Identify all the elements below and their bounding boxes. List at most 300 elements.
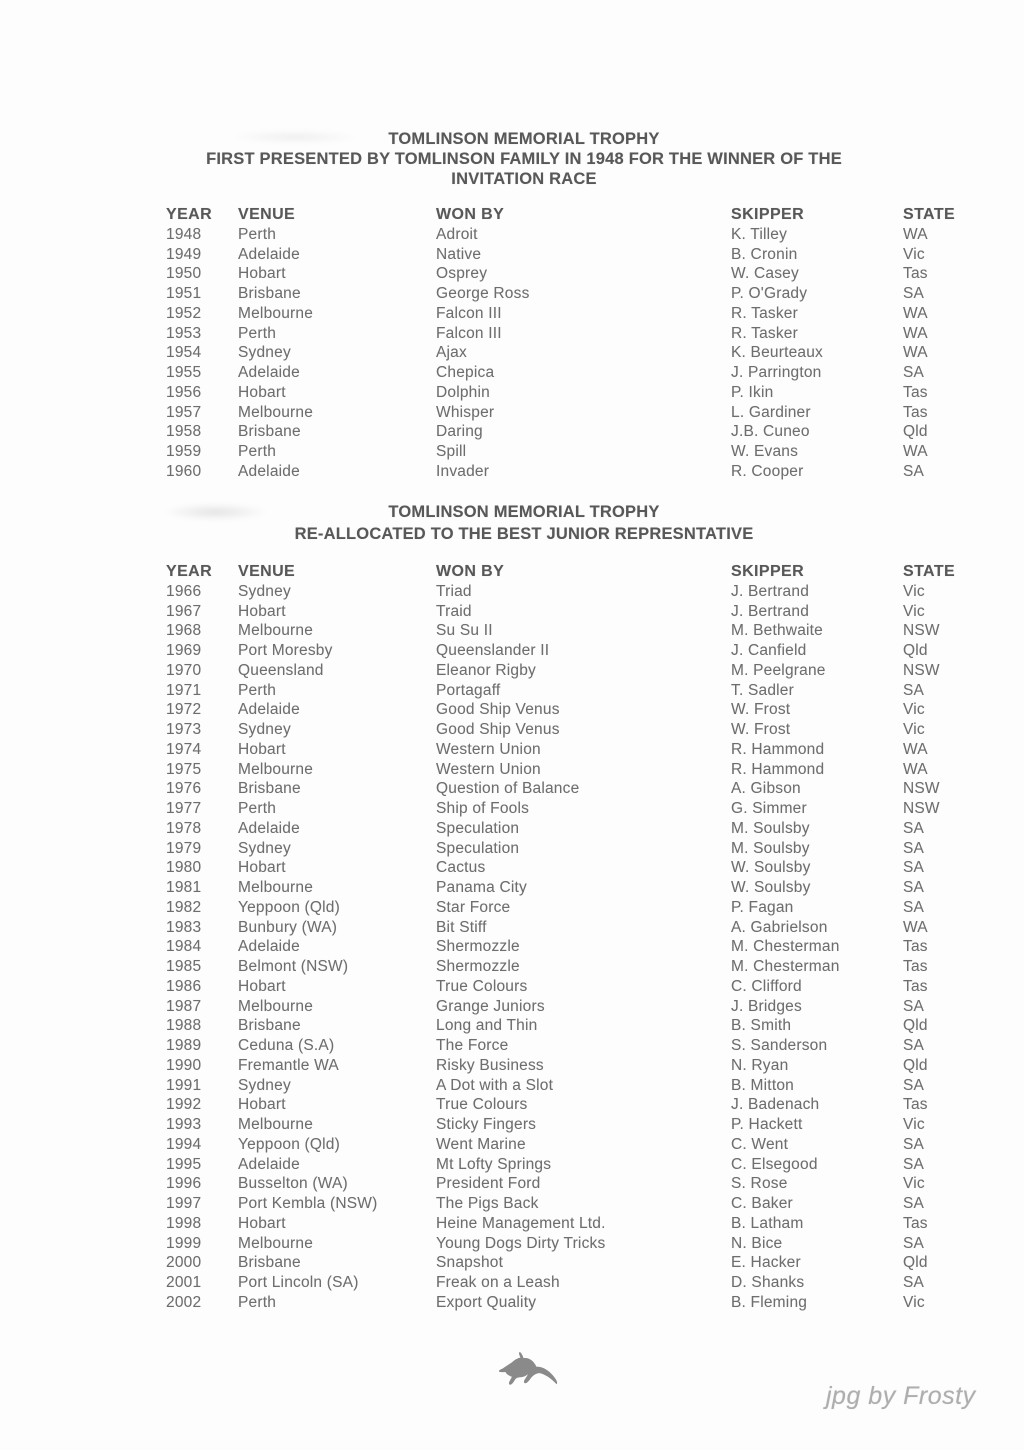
cell-skipper: B. Cronin xyxy=(731,245,798,263)
cell-venue: Ceduna (S.A) xyxy=(238,1037,335,1054)
table-row xyxy=(166,1253,975,1273)
cell-skipper: C. Baker xyxy=(731,1195,793,1212)
cell-state: WA xyxy=(903,324,928,342)
cell-year: 1994 xyxy=(166,1135,202,1153)
table-row xyxy=(166,264,975,284)
cell-venue: Perth xyxy=(238,1293,277,1311)
section2-title-line1: TOMLINSON MEMORIAL TROPHY xyxy=(388,503,660,521)
cell-year: 1976 xyxy=(166,780,202,798)
cell-skipper: R. Tasker xyxy=(731,324,798,342)
table-row xyxy=(166,462,975,482)
cell-skipper: B. Fleming xyxy=(731,1293,808,1311)
cell-year: 2000 xyxy=(166,1254,202,1272)
cell-won-by: True Colours xyxy=(436,977,528,995)
cell-year: 1948 xyxy=(166,225,202,243)
cell-state: NSW xyxy=(903,780,940,798)
cell-won-by: A Dot with a Slot xyxy=(436,1076,554,1094)
cell-state: SA xyxy=(903,898,925,916)
cell-skipper: L. Gardiner xyxy=(731,403,811,421)
cell-skipper: J. Bertrand xyxy=(731,582,810,600)
cell-year: 1993 xyxy=(166,1116,202,1133)
cell-year: 1967 xyxy=(166,602,202,620)
cell-won-by: Adroit xyxy=(436,225,478,243)
cell-won-by: Sticky Fingers xyxy=(436,1116,537,1133)
cell-won-by: Queenslander II xyxy=(436,642,550,659)
cell-state: NSW xyxy=(903,661,940,679)
cell-state: WA xyxy=(903,918,928,936)
table-row xyxy=(166,918,975,938)
cell-skipper: C. Went xyxy=(731,1135,789,1153)
cell-skipper: K. Tilley xyxy=(731,225,788,243)
cell-venue: Hobart xyxy=(238,1214,286,1232)
cell-won-by: Chepica xyxy=(436,364,495,381)
cell-state: SA xyxy=(903,1234,925,1252)
table-row xyxy=(166,977,975,997)
cell-year: 1975 xyxy=(166,760,202,778)
cell-venue: Sydney xyxy=(238,839,291,857)
cell-skipper: P. Fagan xyxy=(731,898,794,916)
cell-year: 1980 xyxy=(166,859,202,877)
cell-venue: Hobart xyxy=(238,740,286,758)
cell-state: Qld xyxy=(903,642,928,659)
cell-skipper: J.B. Cuneo xyxy=(731,423,810,441)
cell-state: WA xyxy=(903,443,928,460)
table-row xyxy=(166,1016,975,1036)
cell-year: 1958 xyxy=(166,423,202,441)
cell-won-by: President Ford xyxy=(436,1175,541,1193)
cell-year: 1966 xyxy=(166,582,202,600)
cell-venue: Brisbane xyxy=(238,1017,301,1035)
cell-venue: Hobart xyxy=(238,265,286,283)
cell-year: 1955 xyxy=(166,364,202,381)
cell-skipper: P. Hackett xyxy=(731,1116,803,1133)
cell-skipper: M. Soulsby xyxy=(731,819,810,837)
cell-year: 1951 xyxy=(166,285,202,302)
table-row xyxy=(166,1194,975,1214)
cell-won-by: Dolphin xyxy=(436,383,490,401)
table-row xyxy=(166,422,975,442)
table-row xyxy=(166,1095,975,1115)
cell-won-by: Went Marine xyxy=(436,1135,526,1153)
cell-venue: Fremantle WA xyxy=(238,1056,339,1074)
cell-year: 1987 xyxy=(166,997,202,1015)
cell-venue: Perth xyxy=(238,225,277,243)
table-row xyxy=(166,383,975,403)
column-header-venue: VENUE xyxy=(238,563,296,580)
cell-state: WA xyxy=(903,740,928,758)
section1-title-line1: TOMLINSON MEMORIAL TROPHY xyxy=(388,130,660,148)
cell-year: 1999 xyxy=(166,1234,202,1252)
section1-heading xyxy=(12,129,1024,189)
cell-skipper: T. Sadler xyxy=(731,681,794,699)
cell-skipper: J. Parrington xyxy=(731,364,822,381)
cell-state: Vic xyxy=(903,721,925,738)
column-header-skipper: SKIPPER xyxy=(731,563,805,580)
cell-venue: Melbourne xyxy=(238,403,314,421)
cell-venue: Perth xyxy=(238,800,277,817)
cell-skipper: K. Beurteaux xyxy=(731,344,824,362)
cell-state: SA xyxy=(903,681,925,699)
table-row xyxy=(166,997,975,1017)
cell-venue: Adelaide xyxy=(238,245,300,263)
cell-year: 1981 xyxy=(166,879,202,896)
cell-state: SA xyxy=(903,462,925,480)
cell-state: Tas xyxy=(903,958,928,975)
cell-venue: Melbourne xyxy=(238,622,314,640)
cell-state: SA xyxy=(903,1076,925,1094)
cell-state: SA xyxy=(903,364,925,381)
cell-skipper: M. Chesterman xyxy=(731,938,840,956)
cell-state: SA xyxy=(903,1037,925,1054)
cell-state: Vic xyxy=(903,701,925,719)
cell-skipper: B. Mitton xyxy=(731,1076,794,1094)
cell-state: WA xyxy=(903,225,928,243)
cell-year: 1973 xyxy=(166,721,202,738)
cell-state: SA xyxy=(903,1195,925,1212)
table-row xyxy=(166,937,975,957)
cell-state: Vic xyxy=(903,245,925,263)
cell-state: NSW xyxy=(903,800,940,817)
trophy-table-1948-1960 xyxy=(166,205,975,482)
cell-venue: Brisbane xyxy=(238,1254,301,1272)
cell-year: 1954 xyxy=(166,344,202,362)
cell-state: Vic xyxy=(903,1175,925,1193)
cell-venue: Adelaide xyxy=(238,938,300,956)
cell-won-by: Traid xyxy=(436,602,472,620)
cell-venue: Queensland xyxy=(238,661,324,679)
cell-skipper: W. Soulsby xyxy=(731,879,811,896)
cell-year: 1989 xyxy=(166,1037,202,1054)
table-header-row xyxy=(166,562,975,582)
section2-title-line2: RE-ALLOCATED TO THE BEST JUNIOR REPRESNTATIVE xyxy=(294,525,754,543)
cell-year: 1983 xyxy=(166,918,202,936)
cell-year: 1968 xyxy=(166,622,202,640)
cell-year: 1984 xyxy=(166,938,202,956)
table-row xyxy=(166,1115,975,1135)
cell-year: 1974 xyxy=(166,740,202,758)
cell-won-by: Western Union xyxy=(436,740,541,758)
cell-skipper: R. Hammond xyxy=(731,740,825,758)
cell-won-by: Good Ship Venus xyxy=(436,721,560,738)
table-row xyxy=(166,740,975,760)
cell-venue: Sydney xyxy=(238,582,291,600)
cell-skipper: M. Soulsby xyxy=(731,839,810,857)
cell-year: 1982 xyxy=(166,898,202,916)
cell-year: 1949 xyxy=(166,245,202,263)
cell-year: 1996 xyxy=(166,1175,202,1193)
cell-skipper: E. Hacker xyxy=(731,1254,801,1272)
table-row xyxy=(166,284,975,304)
cell-skipper: B. Latham xyxy=(731,1214,804,1232)
cell-skipper: R. Tasker xyxy=(731,304,798,322)
cell-won-by: Snapshot xyxy=(436,1254,504,1272)
table-row xyxy=(166,403,975,423)
table-row xyxy=(166,1234,975,1254)
cell-venue: Perth xyxy=(238,443,277,460)
cell-skipper: D. Shanks xyxy=(731,1274,805,1291)
cell-state: WA xyxy=(903,344,928,362)
cell-state: Tas xyxy=(903,1214,928,1232)
cell-venue: Melbourne xyxy=(238,304,314,322)
column-header-state: STATE xyxy=(903,206,956,223)
cell-year: 2002 xyxy=(166,1293,202,1311)
cell-state: SA xyxy=(903,1274,925,1291)
cell-skipper: M. Chesterman xyxy=(731,958,840,975)
cell-venue: Yeppoon (Qld) xyxy=(238,898,340,916)
cell-won-by: Western Union xyxy=(436,760,541,778)
cell-won-by: Freak on a Leash xyxy=(436,1274,560,1291)
cell-won-by: Ajax xyxy=(436,344,467,362)
column-header-venue: VENUE xyxy=(238,206,296,223)
cell-venue: Adelaide xyxy=(238,1155,300,1173)
table-row xyxy=(166,819,975,839)
cell-venue: Sydney xyxy=(238,721,291,738)
cell-venue: Adelaide xyxy=(238,364,300,381)
cell-won-by: Ship of Fools xyxy=(436,800,530,817)
cell-skipper: P. O'Grady xyxy=(731,285,808,302)
cell-venue: Brisbane xyxy=(238,285,301,302)
cell-skipper: J. Bridges xyxy=(731,997,802,1015)
cell-won-by: Export Quality xyxy=(436,1293,537,1311)
cell-year: 1971 xyxy=(166,681,202,699)
cell-skipper: B. Smith xyxy=(731,1017,792,1035)
cell-venue: Belmont (NSW) xyxy=(238,958,349,975)
cell-year: 1950 xyxy=(166,265,202,283)
cell-state: SA xyxy=(903,285,925,302)
table-row xyxy=(166,343,975,363)
cell-venue: Melbourne xyxy=(238,879,314,896)
cell-venue: Adelaide xyxy=(238,701,300,719)
cell-won-by: Shermozzle xyxy=(436,958,520,975)
trophy-table-1966-2002 xyxy=(166,562,975,1313)
cell-won-by: Question of Balance xyxy=(436,780,580,798)
cell-won-by: Portagaff xyxy=(436,681,501,699)
cell-won-by: The Force xyxy=(436,1037,509,1054)
column-header-won-by: WON BY xyxy=(436,206,505,223)
table-row xyxy=(166,442,975,462)
cell-state: Qld xyxy=(903,1056,928,1074)
cell-year: 1988 xyxy=(166,1017,202,1035)
cell-won-by: Su Su II xyxy=(436,622,493,640)
table-row xyxy=(166,1293,975,1313)
cell-won-by: Osprey xyxy=(436,265,488,283)
cell-skipper: W. Casey xyxy=(731,265,799,283)
table-row xyxy=(166,245,975,265)
cell-skipper: W. Frost xyxy=(731,721,791,738)
column-header-year: YEAR xyxy=(166,563,213,580)
cell-skipper: A. Gabrielson xyxy=(731,918,828,936)
cell-year: 1969 xyxy=(166,642,202,659)
cell-won-by: Star Force xyxy=(436,898,511,916)
cell-state: SA xyxy=(903,839,925,857)
section2-heading xyxy=(12,501,1024,545)
cell-won-by: Shermozzle xyxy=(436,938,520,956)
cell-state: Tas xyxy=(903,403,928,421)
cell-won-by: Risky Business xyxy=(436,1056,544,1074)
cell-year: 1972 xyxy=(166,701,202,719)
table-row xyxy=(166,760,975,780)
cell-venue: Adelaide xyxy=(238,819,300,837)
table-row xyxy=(166,1155,975,1175)
cell-venue: Hobart xyxy=(238,602,286,620)
table-row xyxy=(166,661,975,681)
cell-venue: Brisbane xyxy=(238,780,301,798)
cell-year: 1957 xyxy=(166,403,202,421)
cell-skipper: M. Peelgrane xyxy=(731,661,826,679)
cell-year: 1959 xyxy=(166,443,202,460)
cell-won-by: Invader xyxy=(436,462,490,480)
cell-won-by: Mt Lofty Springs xyxy=(436,1155,552,1173)
cell-venue: Port Kembla (NSW) xyxy=(238,1195,378,1212)
cell-skipper: P. Ikin xyxy=(731,383,774,401)
table-row xyxy=(166,582,975,602)
cell-won-by: George Ross xyxy=(436,285,530,302)
cell-won-by: Young Dogs Dirty Tricks xyxy=(436,1234,606,1252)
table-row xyxy=(166,1214,975,1234)
cell-won-by: Native xyxy=(436,245,482,263)
cell-skipper: J. Canfield xyxy=(731,642,807,659)
cell-skipper: S. Sanderson xyxy=(731,1037,828,1054)
column-header-state: STATE xyxy=(903,563,956,580)
cell-year: 1986 xyxy=(166,977,202,995)
cell-won-by: Daring xyxy=(436,423,483,441)
table-row xyxy=(166,602,975,622)
cell-won-by: Whisper xyxy=(436,403,495,421)
cell-won-by: Bit Stiff xyxy=(436,918,487,936)
cell-skipper: R. Hammond xyxy=(731,760,825,778)
cell-state: Tas xyxy=(903,383,928,401)
table-row xyxy=(166,720,975,740)
cell-state: WA xyxy=(903,304,928,322)
cell-state: WA xyxy=(903,760,928,778)
cell-year: 1953 xyxy=(166,324,202,342)
cell-venue: Hobart xyxy=(238,859,286,877)
cell-skipper: N. Bice xyxy=(731,1234,783,1252)
cell-skipper: W. Evans xyxy=(731,443,799,460)
cell-venue: Sydney xyxy=(238,1076,291,1094)
cell-state: NSW xyxy=(903,622,940,640)
cell-venue: Perth xyxy=(238,324,277,342)
cell-state: SA xyxy=(903,997,925,1015)
table-row xyxy=(166,1036,975,1056)
table-row xyxy=(166,858,975,878)
cell-venue: Port Lincoln (SA) xyxy=(238,1274,359,1291)
cell-won-by: Heine Management Ltd. xyxy=(436,1214,606,1232)
cell-state: Tas xyxy=(903,938,928,956)
table-row xyxy=(166,681,975,701)
cell-venue: Port Moresby xyxy=(238,642,333,659)
cell-won-by: Triad xyxy=(436,582,472,600)
cell-won-by: Good Ship Venus xyxy=(436,701,560,719)
table-row xyxy=(166,898,975,918)
cell-year: 1991 xyxy=(166,1076,202,1094)
column-header-skipper: SKIPPER xyxy=(731,206,805,223)
table-row xyxy=(166,1135,975,1155)
cell-venue: Melbourne xyxy=(238,997,314,1015)
cell-year: 1960 xyxy=(166,462,202,480)
cell-year: 1970 xyxy=(166,661,202,679)
table-header-row xyxy=(166,205,975,225)
cell-year: 1956 xyxy=(166,383,202,401)
cell-venue: Busselton (WA) xyxy=(238,1175,348,1193)
cell-state: Qld xyxy=(903,1017,928,1035)
column-header-won-by: WON BY xyxy=(436,563,505,580)
cell-state: Qld xyxy=(903,423,928,441)
cell-won-by: Eleanor Rigby xyxy=(436,661,536,679)
cell-state: SA xyxy=(903,859,925,877)
table-row xyxy=(166,839,975,859)
cell-year: 1990 xyxy=(166,1056,202,1074)
cell-won-by: Speculation xyxy=(436,819,520,837)
watermark-text: jpg by Frosty xyxy=(826,1382,976,1410)
table-row xyxy=(166,1273,975,1293)
cell-venue: Bunbury (WA) xyxy=(238,918,338,936)
cell-skipper: W. Soulsby xyxy=(731,859,811,877)
cell-state: Tas xyxy=(903,265,928,283)
cell-venue: Hobart xyxy=(238,1096,286,1114)
cell-year: 1997 xyxy=(166,1195,202,1212)
cell-won-by: Grange Juniors xyxy=(436,997,545,1015)
table-row xyxy=(166,957,975,977)
cell-state: Vic xyxy=(903,582,925,600)
cell-skipper: N. Ryan xyxy=(731,1056,789,1074)
cell-year: 1998 xyxy=(166,1214,202,1232)
table-row xyxy=(166,621,975,641)
cell-won-by: True Colours xyxy=(436,1096,528,1114)
cell-state: Tas xyxy=(903,1096,928,1114)
cell-state: Tas xyxy=(903,977,928,995)
cell-state: Vic xyxy=(903,1293,925,1311)
cell-venue: Hobart xyxy=(238,977,286,995)
cell-won-by: The Pigs Back xyxy=(436,1195,539,1212)
cell-state: SA xyxy=(903,1155,925,1173)
table-row xyxy=(166,878,975,898)
cell-venue: Melbourne xyxy=(238,1234,314,1252)
cell-year: 1985 xyxy=(166,958,202,975)
table-row xyxy=(166,779,975,799)
cell-won-by: Falcon III xyxy=(436,324,502,342)
table-row xyxy=(166,799,975,819)
cell-won-by: Cactus xyxy=(436,859,486,877)
cell-skipper: S. Rose xyxy=(731,1175,788,1193)
cell-year: 1992 xyxy=(166,1096,202,1114)
section1-title-line2: FIRST PRESENTED BY TOMLINSON FAMILY IN 1948 FOR THE WINNER OF THE xyxy=(206,150,842,168)
cell-venue: Brisbane xyxy=(238,423,301,441)
section1-title-line3: INVITATION RACE xyxy=(451,170,597,188)
cell-state: Vic xyxy=(903,1116,925,1133)
cell-skipper: W. Frost xyxy=(731,701,791,719)
cell-state: SA xyxy=(903,1135,925,1153)
table-row xyxy=(166,700,975,720)
cell-skipper: C. Clifford xyxy=(731,977,802,995)
cell-state: SA xyxy=(903,879,925,896)
cell-state: Qld xyxy=(903,1254,928,1272)
cell-skipper: A. Gibson xyxy=(731,780,801,798)
kangaroo-icon xyxy=(498,1350,562,1394)
cell-venue: Melbourne xyxy=(238,760,314,778)
table-row xyxy=(166,304,975,324)
cell-won-by: Spill xyxy=(436,443,467,460)
column-header-year: YEAR xyxy=(166,206,213,223)
cell-venue: Hobart xyxy=(238,383,286,401)
cell-skipper: J. Bertrand xyxy=(731,602,810,620)
cell-skipper: R. Cooper xyxy=(731,462,804,480)
cell-won-by: Speculation xyxy=(436,839,520,857)
cell-year: 1978 xyxy=(166,819,202,837)
cell-skipper: M. Bethwaite xyxy=(731,622,823,640)
cell-skipper: J. Badenach xyxy=(731,1096,820,1114)
cell-year: 1995 xyxy=(166,1155,202,1173)
